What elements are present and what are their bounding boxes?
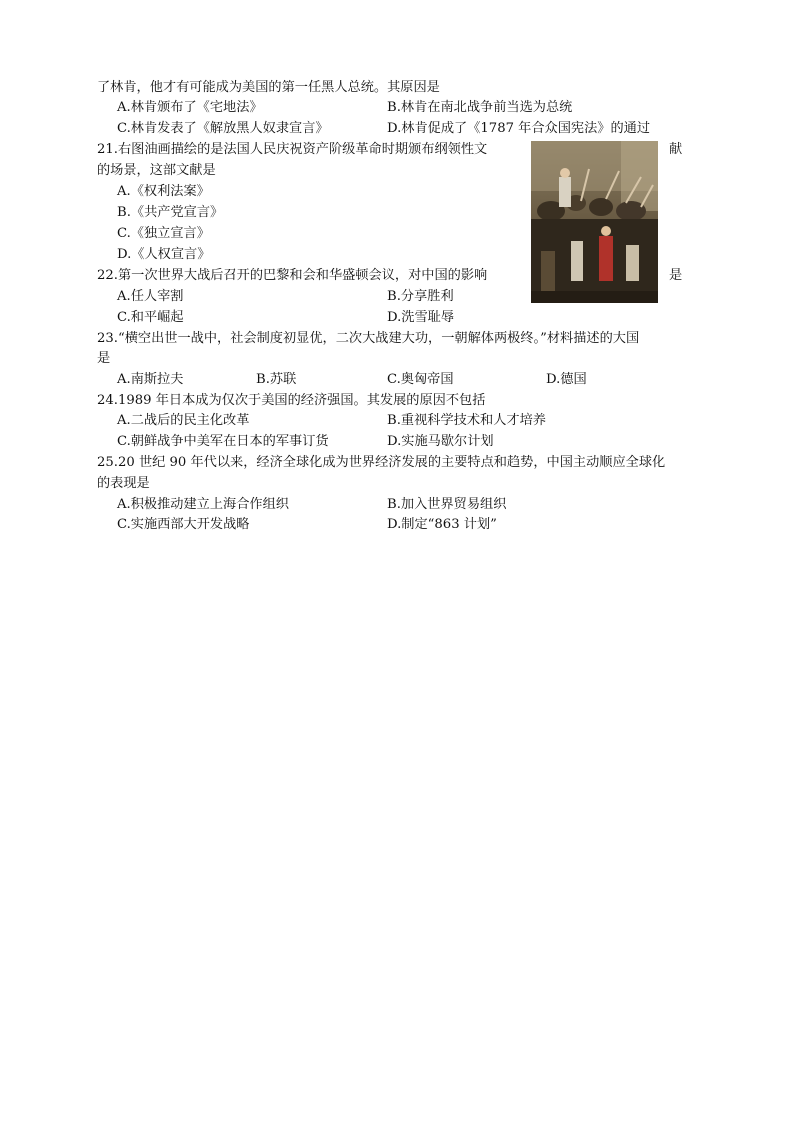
question-stem: 了林肯，他才有可能成为美国的第一任黑人总统。其原因是 [97,80,440,95]
question-22-option-a: A.任人宰割 [117,289,184,304]
question-24-option-d: D.实施马歇尔计划 [387,434,494,449]
question-21-stem-cont: 的场景，这部文献是 [97,163,216,178]
question-25-option-d: D.制定“863 计划” [387,517,497,532]
question-23-option-a: A.南斯拉夫 [117,372,184,387]
question-25-stem: 25.20 世纪 90 年代以来，经济全球化成为世界经济发展的主要特点和趋势，中国主动顺应全球化 [97,455,666,470]
question-25-stem-cont: 的表现是 [97,476,150,491]
question-23-stem: 23.“横空出世一战中，社会制度初显优，二次大战建大功，一朝解体两极终。”材料描述的大国 [97,331,640,346]
oil-painting-image [531,141,658,303]
question-24-stem: 24.1989 年日本成为仅次于美国的经济强国。其发展的原因不包括 [97,393,486,408]
question-24-option-a: A.二战后的民主化改革 [117,413,250,428]
question-24-option-c: C.朝鲜战争中美军在日本的军事订货 [117,434,329,449]
question-23-option-c: C.奥匈帝国 [387,372,454,387]
question-22-stem: 22.第一次世界大战后召开的巴黎和会和华盛顿会议，对中国的影响 [97,268,488,283]
question-21-stem: 21.右图油画描绘的是法国人民庆祝资产阶级革命时期颁布纲领性文 [97,142,488,157]
question-25-option-a: A.积极推动建立上海合作组织 [117,497,289,512]
option-c: C.林肯发表了《解放黑人奴隶宣言》 [117,121,329,136]
question-22-option-c: C.和平崛起 [117,310,184,325]
painting-illustration [531,141,658,303]
question-23-stem-cont: 是 [97,351,111,366]
question-23-option-b: B.苏联 [256,372,297,387]
option-a: A.林肯颁布了《宅地法》 [117,100,263,115]
question-21-option-a: A.《权利法案》 [117,184,210,199]
question-23-option-d: D.德国 [546,372,587,387]
question-21-stem-tail: 献 [669,142,683,157]
question-22-option-b: B.分享胜利 [387,289,454,304]
question-22-stem-tail: 是 [669,268,683,283]
question-21-option-b: B.《共产党宣言》 [117,205,224,220]
question-21-option-c: C.《独立宣言》 [117,226,210,241]
question-21-option-d: D.《人权宣言》 [117,247,211,262]
question-24-option-b: B.重视科学技术和人才培养 [387,413,546,428]
option-b: B.林肯在南北战争前当选为总统 [387,100,573,115]
question-25-option-b: B.加入世界贸易组织 [387,497,507,512]
question-22-option-d: D.洗雪耻辱 [387,310,455,325]
question-25-option-c: C.实施西部大开发战略 [117,517,250,532]
option-d: D.林肯促成了《1787 年合众国宪法》的通过 [387,121,651,136]
